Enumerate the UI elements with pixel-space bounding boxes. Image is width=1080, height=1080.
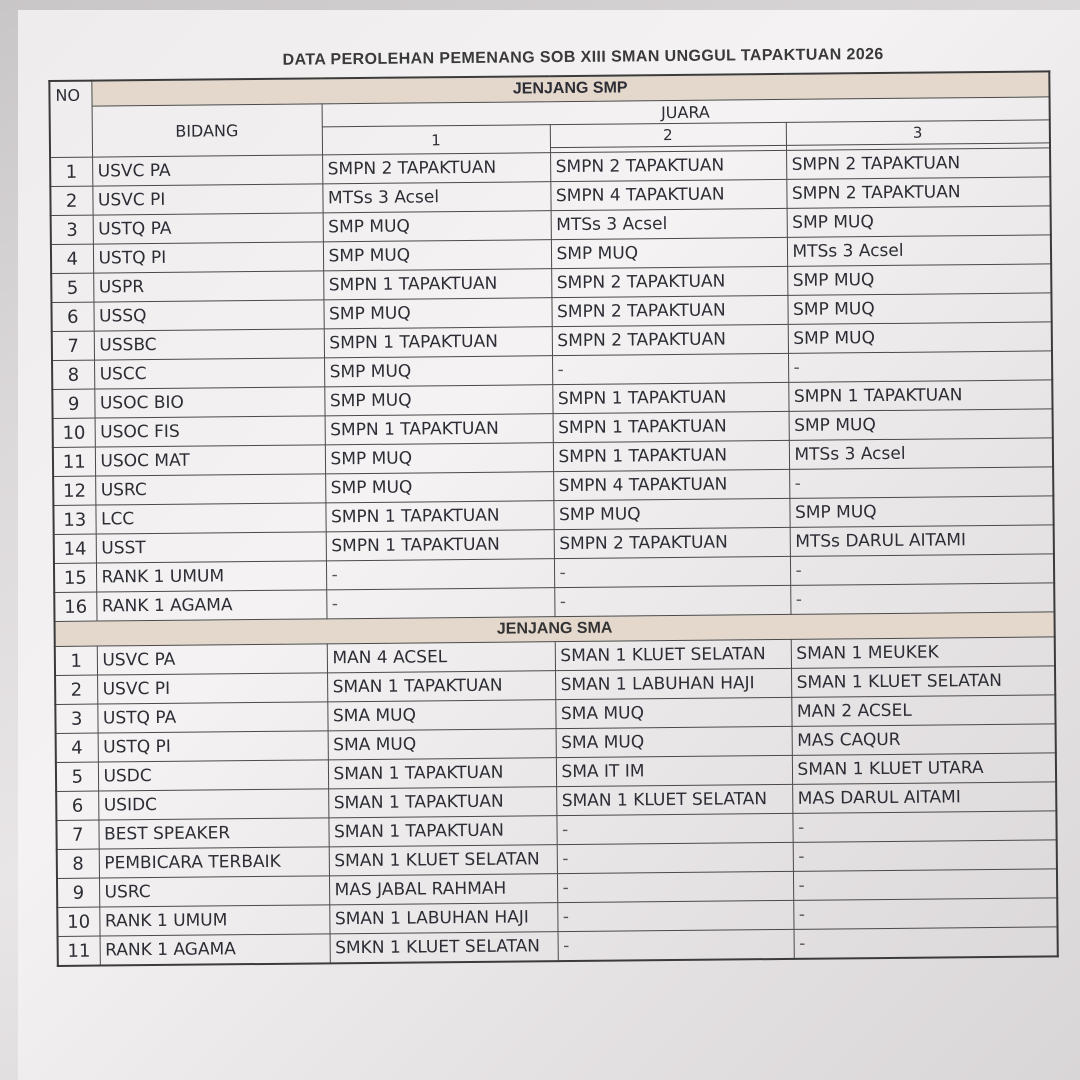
juara-3-cell: SMP MUQ <box>788 322 1052 354</box>
juara-1-cell: SMKN 1 KLUET SELATAN <box>330 932 558 964</box>
row-number: 11 <box>53 447 95 476</box>
juara-1-cell: SMAN 1 TAPAKTUAN <box>328 816 556 847</box>
row-number: 11 <box>58 936 100 966</box>
juara-1-cell: SMAN 1 TAPAKTUAN <box>328 787 556 818</box>
juara-2-cell: SMPN 2 TAPAKTUAN <box>551 266 787 297</box>
row-number: 16 <box>54 592 96 621</box>
juara-2-cell: SMPN 4 TAPAKTUAN <box>553 469 789 500</box>
juara-2-cell: SMPN 4 TAPAKTUAN <box>550 179 786 210</box>
juara-3-cell: SMP MUQ <box>787 264 1051 296</box>
juara-3-cell: SMP MUQ <box>789 409 1053 441</box>
header-no: NO <box>49 81 92 158</box>
row-number: 8 <box>52 360 94 389</box>
juara-2-cell: SMA MUQ <box>556 726 792 757</box>
paper-sheet <box>18 10 1080 1080</box>
bidang-cell: USTQ PA <box>93 213 323 244</box>
juara-2-cell: SMA MUQ <box>555 697 791 728</box>
section-title: JENJANG SMA <box>55 612 1055 647</box>
juara-1-cell: SMP MUQ <box>324 385 552 416</box>
juara-3-cell: SMAN 1 KLUET SELATAN <box>791 666 1055 698</box>
results-table <box>48 70 1058 967</box>
results-table-body <box>49 71 1057 966</box>
row-number: 3 <box>51 215 93 244</box>
row-number: 12 <box>53 476 95 505</box>
bidang-cell: USVC PA <box>97 644 327 675</box>
juara-2-cell: MTSs 3 Acsel <box>551 208 787 239</box>
bidang-cell: USRC <box>95 474 325 505</box>
juara-3-cell: - <box>790 554 1054 586</box>
row-number: 10 <box>53 418 95 447</box>
bidang-cell: USVC PA <box>92 155 322 186</box>
bidang-cell: USCC <box>94 358 324 389</box>
row-number: 5 <box>51 273 93 302</box>
bidang-cell: USTQ PI <box>98 731 328 762</box>
row-number: 5 <box>56 762 98 791</box>
juara-3-cell: - <box>788 351 1052 383</box>
juara-1-cell: SMP MUQ <box>323 211 551 242</box>
juara-2-cell: - <box>554 556 790 587</box>
header-rank-3: 3 <box>786 120 1050 146</box>
row-number: 1 <box>55 646 97 675</box>
juara-3-cell: - <box>793 898 1057 930</box>
bidang-cell: RANK 1 AGAMA <box>100 934 330 966</box>
juara-2-cell: SMP MUQ <box>553 498 789 529</box>
header-rank-2: 2 <box>550 122 786 147</box>
juara-3-cell: MTSs 3 Acsel <box>789 438 1053 470</box>
juara-1-cell: SMP MUQ <box>325 472 553 503</box>
bidang-cell: RANK 1 AGAMA <box>96 590 326 621</box>
row-number: 9 <box>52 389 94 418</box>
juara-3-cell: SMP MUQ <box>789 496 1053 528</box>
header-juara: JUARA <box>322 97 1050 127</box>
juara-1-cell: SMP MUQ <box>324 356 552 387</box>
juara-2-cell: SMA IT IM <box>556 755 792 786</box>
bidang-cell: RANK 1 UMUM <box>96 561 326 592</box>
juara-3-cell: MAN 2 ACSEL <box>791 695 1055 727</box>
juara-3-cell: SMAN 1 MEUKEK <box>791 637 1055 669</box>
header-rank-1: 1 <box>322 125 550 155</box>
juara-3-cell: SMPN 2 TAPAKTUAN <box>786 148 1050 180</box>
juara-2-cell: SMPN 2 TAPAKTUAN <box>551 295 787 326</box>
juara-1-cell: SMPN 1 TAPAKTUAN <box>323 269 551 300</box>
juara-1-cell: - <box>326 588 554 619</box>
juara-1-cell: SMPN 1 TAPAKTUAN <box>324 327 552 358</box>
section-title-smp: JENJANG SMP <box>91 71 1049 106</box>
row-number: 2 <box>50 186 92 215</box>
row-number: 2 <box>55 675 97 704</box>
juara-1-cell: SMAN 1 KLUET SELATAN <box>329 845 557 876</box>
juara-1-cell: SMA MUQ <box>328 729 556 760</box>
bidang-cell: USPR <box>93 271 323 302</box>
juara-1-cell: MAS JABAL RAHMAH <box>329 874 557 905</box>
juara-1-cell: SMPN 1 TAPAKTUAN <box>326 530 554 561</box>
juara-1-cell: SMP MUQ <box>323 298 551 329</box>
document <box>48 36 1080 967</box>
juara-2-cell: SMPN 2 TAPAKTUAN <box>550 150 786 181</box>
juara-3-cell: - <box>793 869 1057 901</box>
bidang-cell: USSBC <box>94 329 324 360</box>
juara-3-cell: SMPN 1 TAPAKTUAN <box>788 380 1052 412</box>
row-number: 8 <box>57 849 99 878</box>
row-number: 14 <box>54 534 96 563</box>
bidang-cell: USVC PI <box>97 673 327 704</box>
juara-3-cell: - <box>789 467 1053 499</box>
row-number: 10 <box>57 907 99 936</box>
row-number: 7 <box>56 820 98 849</box>
juara-1-cell: MTSs 3 Acsel <box>322 182 550 213</box>
bidang-cell: USST <box>96 532 326 563</box>
bidang-cell: USOC MAT <box>95 445 325 476</box>
row-number: 15 <box>54 563 96 592</box>
bidang-cell: USIDC <box>98 789 328 820</box>
bidang-cell: USRC <box>99 876 329 907</box>
juara-2-cell: SMPN 1 TAPAKTUAN <box>553 440 789 471</box>
row-number: 13 <box>53 505 95 534</box>
bidang-cell: PEMBICARA TERBAIK <box>99 847 329 878</box>
document-title: DATA PEROLEHAN PEMENANG SOB XIII SMAN UNGGUL TAPAKTUAN 2026 <box>282 45 884 69</box>
row-number: 4 <box>51 244 93 273</box>
juara-1-cell: SMP MUQ <box>325 443 553 474</box>
juara-3-cell: MAS CAQUR <box>792 724 1056 756</box>
juara-1-cell: SMAN 1 TAPAKTUAN <box>328 758 556 789</box>
juara-1-cell: - <box>326 559 554 590</box>
juara-2-cell: SMPN 1 TAPAKTUAN <box>553 411 789 442</box>
juara-2-cell: SMPN 1 TAPAKTUAN <box>552 382 788 413</box>
juara-3-cell: SMPN 2 TAPAKTUAN <box>786 177 1050 209</box>
juara-3-cell: SMP MUQ <box>787 293 1051 325</box>
juara-1-cell: SMP MUQ <box>323 240 551 271</box>
bidang-cell: USOC FIS <box>95 416 325 447</box>
juara-2-cell: SMPN 2 TAPAKTUAN <box>554 527 790 558</box>
row-number: 7 <box>52 331 94 360</box>
bidang-cell: USVC PI <box>92 184 322 215</box>
juara-2-cell: SMP MUQ <box>551 237 787 268</box>
bidang-cell: USTQ PI <box>93 242 323 273</box>
juara-3-cell: MTSs DARUL AITAMI <box>790 525 1054 557</box>
bidang-cell: LCC <box>95 503 325 534</box>
juara-2-cell: - <box>557 842 793 873</box>
juara-1-cell: SMPN 1 TAPAKTUAN <box>325 414 553 445</box>
juara-2-cell: - <box>557 871 793 902</box>
header-bidang: BIDANG <box>92 104 322 157</box>
bidang-cell: BEST SPEAKER <box>98 818 328 849</box>
juara-3-cell: - <box>792 811 1056 843</box>
juara-2-cell: - <box>552 353 788 384</box>
row-number: 6 <box>51 302 93 331</box>
juara-1-cell: MAN 4 ACSEL <box>327 642 555 673</box>
row-number: 3 <box>55 704 97 733</box>
juara-1-cell: SMAN 1 TAPAKTUAN <box>327 671 555 702</box>
juara-2-cell: - <box>557 900 793 931</box>
juara-2-cell: - <box>556 813 792 844</box>
bidang-cell: USSQ <box>93 300 323 331</box>
bidang-cell: USDC <box>98 760 328 791</box>
juara-2-cell: SMPN 2 TAPAKTUAN <box>552 324 788 355</box>
row-number: 4 <box>56 733 98 762</box>
juara-3-cell: SMP MUQ <box>787 206 1051 238</box>
juara-2-cell: - <box>558 929 794 961</box>
juara-3-cell: - <box>790 583 1054 615</box>
juara-2-cell: - <box>554 585 790 616</box>
juara-2-cell: SMAN 1 KLUET SELATAN <box>556 784 792 815</box>
row-number: 1 <box>50 157 92 186</box>
juara-1-cell: SMAN 1 LABUHAN HAJI <box>329 903 557 934</box>
juara-3-cell: MTSs 3 Acsel <box>787 235 1051 267</box>
juara-1-cell: SMPN 2 TAPAKTUAN <box>322 153 550 184</box>
bidang-cell: USOC BIO <box>94 387 324 418</box>
row-number: 6 <box>56 791 98 820</box>
juara-3-cell: MAS DARUL AITAMI <box>792 782 1056 814</box>
juara-3-cell: - <box>794 927 1058 959</box>
juara-1-cell: SMA MUQ <box>327 700 555 731</box>
juara-1-cell: SMPN 1 TAPAKTUAN <box>325 501 553 532</box>
juara-3-cell: - <box>793 840 1057 872</box>
juara-3-cell: SMAN 1 KLUET UTARA <box>792 753 1056 785</box>
bidang-cell: RANK 1 UMUM <box>99 905 329 936</box>
juara-2-cell: SMAN 1 KLUET SELATAN <box>555 639 791 670</box>
bidang-cell: USTQ PA <box>97 702 327 733</box>
juara-2-cell: SMAN 1 LABUHAN HAJI <box>555 668 791 699</box>
row-number: 9 <box>57 878 99 907</box>
